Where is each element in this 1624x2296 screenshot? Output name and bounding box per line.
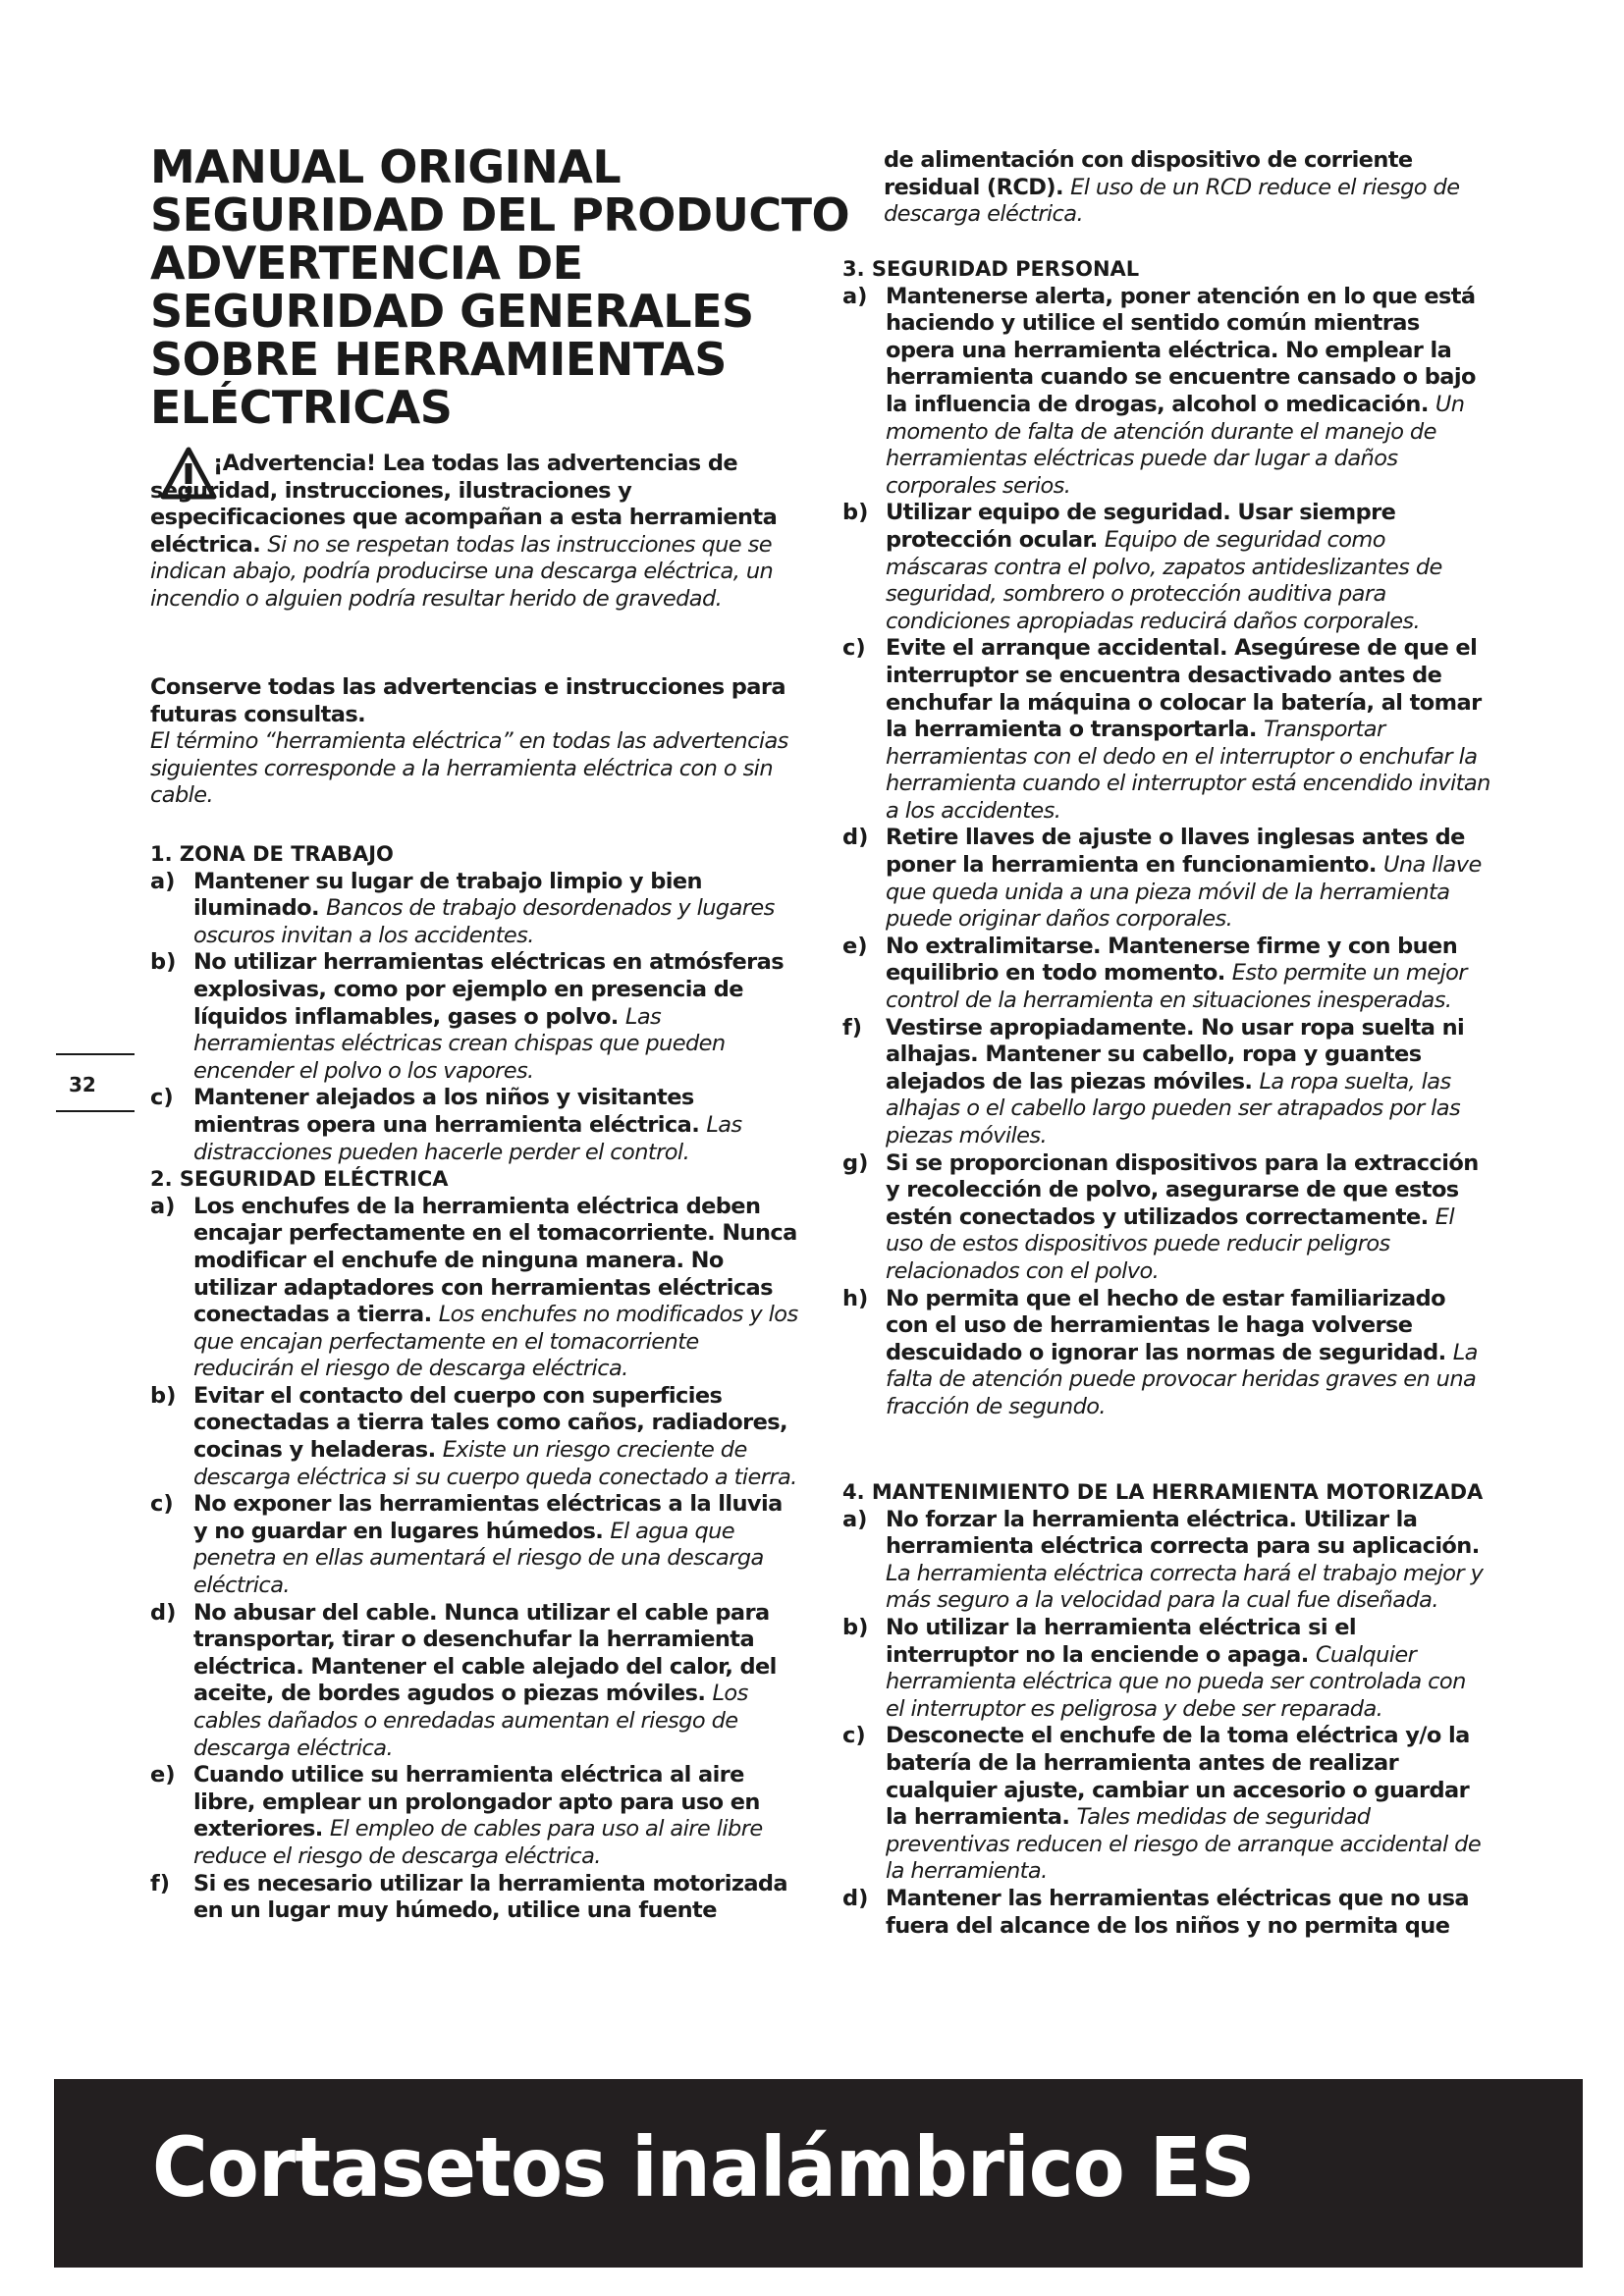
section-title: 2. SEGURIDAD ELÉCTRICA bbox=[150, 1167, 449, 1192]
item-bold: Mantener las herramientas eléctricas que no usa fuera del alcance de los niños y no permita que bbox=[886, 1885, 1469, 1939]
item-letter: a) bbox=[150, 868, 176, 894]
item-letter: f) bbox=[842, 1014, 863, 1041]
list-item bbox=[842, 1015, 1490, 1150]
item-italic: Los cables dañados o enredadas aumentan el riesgo de descarga eléctrica. bbox=[193, 1681, 748, 1761]
item-bold: No forzar la herramienta eléctrica. Utilizar la herramienta eléctrica correcta para su aplicación. bbox=[886, 1506, 1480, 1560]
warning-paragraph bbox=[150, 451, 798, 614]
list-item bbox=[842, 284, 1490, 501]
warning-bold: ¡Advertencia! Lea todas las advertencias de seguridad, instrucciones, ilustraciones y especificaciones que acompañan a esta herramienta eléctrica. bbox=[150, 451, 778, 558]
section-title: 3. SEGURIDAD PERSONAL bbox=[842, 257, 1140, 281]
item-italic: Transportar herramientas con el dedo en el interruptor o enchufar la herramienta cuando el interruptor está encendido invitan a los accidentes. bbox=[886, 717, 1490, 824]
section-title: 1. ZONA DE TRABAJO bbox=[150, 842, 394, 866]
item-bold: Si es necesario utilizar la herramienta motorizada en un lugar muy húmedo, utilice una fuente bbox=[193, 1870, 787, 1924]
item-bold: Vestirse apropiadamente. No usar ropa suelta ni alhajas. Mantener su cabello, ropa y guantes alejados de las piezas móviles. bbox=[886, 1014, 1465, 1095]
item-bold: Desconecte el enchufe de la toma eléctrica y/o la batería de la herramienta antes de realizar cualquier ajuste, cambiar un accesorio o guardar la herramienta. bbox=[886, 1723, 1470, 1831]
section-3 bbox=[842, 256, 1490, 1421]
item-letter: a) bbox=[842, 1506, 868, 1532]
list-item bbox=[842, 1286, 1490, 1421]
item-italic: Equipo de seguridad como máscaras contra el polvo, zapatos antideslizantes de seguridad, sombrero o protección auditiva para condiciones apropiadas reducirá daños corporales. bbox=[886, 526, 1442, 634]
item-italic: La falta de atención puede provocar heridas graves en una fracción de segundo. bbox=[886, 1339, 1478, 1419]
item-italic: El agua que penetra en ellas aumentará el riesgo de una descarga eléctrica. bbox=[193, 1518, 764, 1599]
item-letter: e) bbox=[842, 933, 868, 959]
list-item bbox=[842, 1615, 1490, 1723]
item-letter: d) bbox=[150, 1599, 177, 1626]
item-letter: a) bbox=[150, 1193, 176, 1219]
item-italic: Tales medidas de seguridad preventivas reducen el riesgo de arranque accidental de la herramienta. bbox=[886, 1804, 1482, 1885]
heading-line: SEGURIDAD DEL PRODUCTO bbox=[150, 188, 850, 241]
item-letter: d) bbox=[842, 825, 869, 851]
margin-rule-top bbox=[56, 1053, 135, 1055]
heading-line: ELÉCTRICAS bbox=[150, 381, 453, 434]
item-italic: Las distracciones pueden hacerle perder el control. bbox=[193, 1111, 742, 1165]
continuation-paragraph bbox=[842, 147, 1490, 229]
item-bold: No extralimitarse. Mantenerse firme y con buen equilibrio en todo momento. bbox=[886, 933, 1458, 987]
continuation-item bbox=[842, 147, 1490, 229]
margin-rule-bottom bbox=[56, 1110, 135, 1112]
footer-title: Cortasetos inalámbrico ES bbox=[152, 2119, 1255, 2216]
list-item bbox=[150, 949, 798, 1085]
heading-line: SOBRE HERRAMIENTAS bbox=[150, 333, 727, 386]
list-item bbox=[842, 1886, 1490, 1940]
item-letter: h) bbox=[842, 1285, 869, 1311]
list-item bbox=[150, 1762, 798, 1870]
item-bold: No permita que el hecho de estar familiarizado con el uso de herramientas le haga volverse descuidado o ignorar las normas de seguridad. bbox=[886, 1285, 1446, 1365]
item-letter: g) bbox=[842, 1149, 869, 1176]
item-letter: c) bbox=[842, 1723, 866, 1749]
page-number: 32 bbox=[69, 1073, 96, 1096]
warning-italic: Si no se respetan todas las instrucciones que se indican abajo, podría producirse una descarga eléctrica, un incendio o alguien podría resultar herido de gravedad. bbox=[150, 531, 774, 612]
list-item bbox=[150, 1871, 798, 1925]
item-letter: b) bbox=[842, 500, 869, 526]
list-item bbox=[842, 1150, 1490, 1286]
continuation-bold: de alimentación con dispositivo de corriente residual (RCD). bbox=[884, 147, 1413, 200]
list-item bbox=[150, 1085, 798, 1166]
item-bold: Utilizar equipo de seguridad. Usar siempre protección ocular. bbox=[886, 500, 1396, 553]
section-title: 4. MANTENIMIENTO DE LA HERRAMIENTA MOTORIZADA bbox=[842, 1480, 1484, 1504]
conserve-paragraph bbox=[150, 674, 798, 810]
item-letter: b) bbox=[150, 949, 177, 976]
continuation-italic: El uso de un RCD reduce el riesgo de descarga eléctrica. bbox=[884, 174, 1460, 228]
item-letter: c) bbox=[150, 1491, 174, 1518]
list-item bbox=[842, 1507, 1490, 1615]
item-italic: Una llave que queda unida a una pieza móvil de la herramienta puede originar daños corporales. bbox=[886, 852, 1482, 933]
item-italic: Un momento de falta de atención durante el manejo de herramientas eléctricas puede dar lugar a daños corporales serios. bbox=[886, 391, 1465, 499]
item-italic: El uso de estos dispositivos puede reducir peligros relacionados con el polvo. bbox=[886, 1203, 1454, 1284]
list-item bbox=[842, 934, 1490, 1015]
item-italic: Las herramientas eléctricas crean chispas que pueden encender el polvo o los vapores. bbox=[193, 1003, 726, 1084]
list-item bbox=[150, 1194, 798, 1383]
item-bold: No abusar del cable. Nunca utilizar el cable para transportar, tirar o desenchufar la herramienta eléctrica. Mantener el cable alejado del calor, del aceite, de bordes agudos o piezas móviles. bbox=[193, 1599, 777, 1707]
item-bold: Cuando utilice su herramienta eléctrica al aire libre, emplear un prolongador apto para uso en exteriores. bbox=[193, 1762, 760, 1842]
list-item bbox=[150, 869, 798, 950]
item-italic: Esto permite un mejor control de la herramienta en situaciones inesperadas. bbox=[886, 960, 1467, 1014]
conserve-italic: El término “herramienta eléctrica” en todas las advertencias siguientes corresponde a la herramienta eléctrica con o sin cable. bbox=[150, 728, 788, 809]
item-italic: Los enchufes no modificados y los que encajan perfectamente en el tomacorriente reducirán el riesgo de descarga eléctrica. bbox=[193, 1302, 798, 1382]
footer-band bbox=[54, 2079, 1583, 2268]
item-bold: Mantenerse alerta, poner atención en lo que está haciendo y utilice el sentido común mientras opera una herramienta eléctrica. No emplear la herramienta cuando se encuentre cansado o bajo la influencia de drogas, alcohol o medicación. bbox=[886, 283, 1476, 417]
section-1 bbox=[150, 841, 798, 1925]
list-item bbox=[150, 1600, 798, 1763]
item-italic: La herramienta eléctrica correcta hará el trabajo mejor y más seguro a la velocidad para la cual fue diseñada. bbox=[886, 1560, 1484, 1614]
item-letter: c) bbox=[842, 635, 866, 662]
item-bold: Retire llaves de ajuste o llaves inglesas antes de poner la herramienta en funcionamiento. bbox=[886, 825, 1465, 879]
item-italic: El empleo de cables para uso al aire libre reduce el riesgo de descarga eléctrica. bbox=[193, 1816, 763, 1869]
item-italic: Existe un riesgo creciente de descarga eléctrica si su cuerpo queda conectado a tierra. bbox=[193, 1437, 797, 1490]
list-item bbox=[842, 500, 1490, 635]
heading-line: ADVERTENCIA DE bbox=[150, 237, 583, 290]
item-bold: Mantener alejados a los niños y visitantes mientras opera una herramienta eléctrica. bbox=[193, 1085, 700, 1138]
item-letter: e) bbox=[150, 1762, 176, 1789]
item-bold: No utilizar la herramienta eléctrica si el interruptor no la enciende o apaga. bbox=[886, 1614, 1357, 1668]
item-bold: Mantener su lugar de trabajo limpio y bien iluminado. bbox=[193, 868, 702, 922]
item-letter: a) bbox=[842, 283, 868, 309]
item-bold: Evite el arranque accidental. Asegúrese de que el interruptor se encuentra desactivado antes de enchufar la máquina o colocar la batería, al tomar la herramienta o transportarla. bbox=[886, 635, 1482, 743]
item-italic: La ropa suelta, las alhajas o el cabello largo pueden ser atrapados por las piezas móviles. bbox=[886, 1068, 1461, 1148]
item-letter: f) bbox=[150, 1870, 171, 1896]
conserve-bold: Conserve todas las advertencias e instrucciones para futuras consultas. bbox=[150, 674, 785, 727]
item-letter: b) bbox=[842, 1614, 869, 1640]
heading-line: SEGURIDAD GENERALES bbox=[150, 285, 754, 338]
item-bold: Evitar el contacto del cuerpo con superficies conectadas a tierra tales como caños, radiadores, cocinas y heladeras. bbox=[193, 1382, 787, 1464]
list-item bbox=[842, 635, 1490, 825]
list-item bbox=[842, 1723, 1490, 1886]
item-italic: Bancos de trabajo desordenados y lugares oscuros invitan a los accidentes. bbox=[193, 895, 775, 948]
item-bold: No utilizar herramientas eléctricas en atmósferas explosivas, como por ejemplo en presencia de líquidos inflamables, gases o polvo. bbox=[193, 949, 785, 1030]
page-heading bbox=[150, 140, 850, 434]
item-letter: c) bbox=[150, 1085, 174, 1111]
item-letter: d) bbox=[842, 1885, 869, 1911]
section-4 bbox=[842, 1479, 1490, 1940]
list-item bbox=[842, 825, 1490, 933]
item-bold: No exponer las herramientas eléctricas a la lluvia y no guardar en lugares húmedos. bbox=[193, 1491, 783, 1544]
item-bold: Si se proporcionan dispositivos para la extracción y recolección de polvo, asegurarse de que estos estén conectados y utilizados correctamente. bbox=[886, 1149, 1479, 1230]
heading-line: MANUAL ORIGINAL bbox=[150, 140, 622, 193]
list-item bbox=[150, 1383, 798, 1491]
item-italic: Cualquier herramienta eléctrica que no pueda ser controlada con el interruptor es peligrosa y debe ser reparada. bbox=[886, 1641, 1466, 1722]
list-item bbox=[150, 1491, 798, 1599]
item-bold: Los enchufes de la herramienta eléctrica deben encajar perfectamente en el tomacorriente. Nunca modificar el enchufe de ninguna manera. No utilizar adaptadores con herramientas eléctricas conectadas a tierra. bbox=[193, 1193, 797, 1328]
item-letter: b) bbox=[150, 1382, 177, 1409]
